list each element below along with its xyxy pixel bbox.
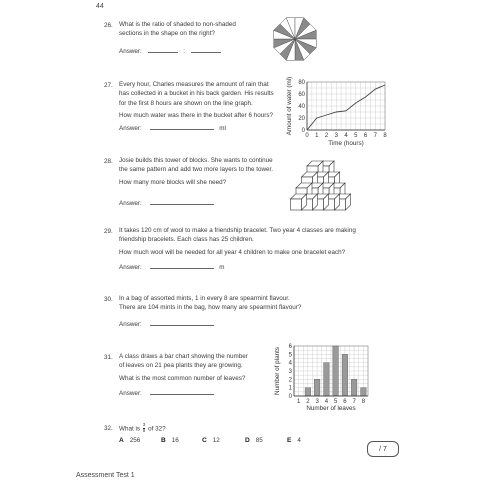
q32-question (119, 423, 166, 434)
answer-label: Answer: (119, 125, 142, 132)
x-tick-label: 2 (324, 133, 329, 139)
q31-line1: A class draws a bar chart showing the number (119, 353, 248, 360)
q27-line3: for the first 8 hours are shown on the line graph. (119, 99, 253, 107)
block (291, 199, 302, 210)
option-c[interactable]: C 12 (202, 437, 220, 444)
q28-answer (119, 198, 214, 208)
q28-line1: Josie builds this tower of blocks. She wants to continue (119, 157, 273, 164)
q30-answer-blank[interactable] (150, 319, 214, 326)
q29-text (119, 226, 356, 257)
q27-unit: ml (219, 125, 226, 132)
q28-answer-blank[interactable] (150, 198, 214, 205)
q31-answer-blank[interactable] (150, 388, 214, 395)
x-tick-label: 4 (324, 399, 329, 405)
q32-prefix: What is (119, 425, 140, 433)
q32-suffix: of 32? (148, 425, 166, 433)
q30-line1: In a bag of assorted mints, 1 in every 8 are spearmint flavour. (119, 295, 290, 302)
q28-question: How many more blocks will she need? (119, 178, 227, 186)
q29-line2: friendship bracelets. Each class has 25 children. (119, 236, 254, 244)
q26-answer-blank-right[interactable] (191, 46, 221, 53)
q31-text (119, 352, 248, 383)
answer-label: Answer: (119, 390, 142, 397)
x-tick-label: 8 (361, 399, 366, 405)
q27-question: How much water was there in the bucket after 6 hours? (119, 112, 274, 120)
x-tick-label: 5 (354, 133, 358, 139)
q30-number: 30. (104, 296, 113, 303)
x-tick-label: 6 (343, 399, 347, 405)
answer-label: Answer: (119, 48, 142, 55)
q30-answer (119, 319, 214, 329)
y-tick-label: 6 (288, 344, 292, 350)
q30-line2: There are 104 mints in the bag, how many are spearmint flavour? (119, 304, 302, 312)
q27-text (119, 80, 274, 121)
footer-title: Assessment Test 1 (76, 472, 135, 479)
q31-question: What is the most common number of leaves? (119, 374, 246, 382)
fraction-denominator: 8 (142, 427, 146, 433)
q26-answer-blank-left[interactable] (148, 46, 178, 53)
q26-line1: What is the ratio of shaded to non-shaded (119, 21, 236, 28)
answer-label: Answer: (119, 321, 142, 328)
bar (342, 354, 348, 396)
y-tick-label: 5 (288, 352, 292, 359)
page-number: 44 (96, 3, 104, 10)
y-tick-label: 4 (288, 360, 292, 367)
q26-answer (119, 46, 221, 56)
q27-number: 27. (104, 82, 113, 89)
q32-number: 32. (104, 425, 113, 432)
block-tower (284, 156, 356, 218)
q31-number: 31. (104, 354, 113, 361)
option-a[interactable]: A 256 (119, 437, 141, 444)
q29-answer-blank[interactable] (150, 262, 214, 269)
y-tick-label: 0 (301, 128, 305, 134)
x-axis-label: Time (hours) (328, 140, 364, 147)
y-tick-label: 1 (288, 385, 292, 392)
q28-line2: the same pattern and add two more layers to the tower. (119, 166, 274, 174)
option-b[interactable]: B 16 (161, 437, 179, 444)
bar (361, 388, 367, 396)
bar (314, 379, 320, 396)
rain-line-chart (285, 76, 395, 148)
q29-question: How much wool will be needed for all year 4 children to make one bracelet each? (119, 248, 346, 256)
option-e[interactable]: E 4 (287, 437, 301, 444)
score-box: / 7 (367, 441, 399, 457)
bar (324, 363, 330, 396)
q29-line1: It takes 120 cm of wool to make a friendship bracelet. Two year 4 classes are making (119, 227, 356, 234)
y-tick-label: 2 (288, 377, 292, 384)
y-tick-label: 3 (288, 369, 292, 375)
q27-line1: Every hour, Charles measures the amount of rain that (119, 81, 269, 88)
y-axis-label: Amount of water (ml) (286, 76, 293, 136)
x-tick-label: 4 (344, 133, 348, 139)
x-tick-label: 8 (383, 133, 387, 139)
x-tick-label: 1 (315, 133, 319, 139)
x-axis-label: Number of leaves (306, 405, 356, 412)
fraction (143, 423, 146, 433)
y-tick-label: 60 (298, 92, 305, 98)
q27-answer-blank[interactable] (150, 123, 214, 130)
bar (333, 346, 339, 396)
x-tick-label: 7 (352, 399, 356, 405)
x-tick-label: 6 (363, 133, 368, 139)
x-tick-label: 3 (315, 399, 319, 405)
q27-line2: has collected in a bucket in his back garden. His results (119, 90, 274, 98)
q26-text (119, 20, 236, 39)
q26-line2: sections in the shape on the right? (119, 30, 215, 38)
y-tick-label: 40 (298, 104, 305, 110)
x-tick-label: 2 (306, 399, 310, 405)
answer-label: Answer: (119, 264, 142, 271)
q26-number: 26. (104, 22, 113, 29)
q29-answer (119, 262, 225, 272)
y-axis-label: Number of plants (274, 347, 281, 395)
q27-answer (119, 123, 226, 133)
leaves-bar-chart (270, 340, 380, 416)
x-tick-label: 1 (296, 399, 301, 405)
q28-text (119, 156, 273, 187)
bar (351, 379, 357, 396)
q30-text (119, 294, 301, 313)
q29-unit: m (219, 264, 225, 271)
x-tick-label: 0 (305, 133, 309, 139)
x-tick-label: 5 (333, 399, 338, 405)
y-tick-label: 20 (298, 116, 305, 122)
answer-label: Answer: (119, 200, 142, 207)
x-tick-label: 7 (373, 133, 377, 139)
y-tick-label: 80 (298, 80, 305, 86)
option-d[interactable]: D 85 (245, 437, 263, 444)
shaded-octagon (270, 14, 320, 64)
ratio-separator: : (183, 48, 185, 55)
q28-number: 28. (104, 158, 113, 165)
q29-number: 29. (104, 228, 113, 235)
fraction-numerator: 3 (142, 422, 146, 427)
q31-answer (119, 388, 214, 398)
q31-line2: of leaves on 21 pea plants they are growing. (119, 362, 243, 370)
bar (305, 388, 311, 396)
x-tick-label: 3 (334, 133, 338, 139)
y-tick-label: 0 (288, 394, 292, 400)
